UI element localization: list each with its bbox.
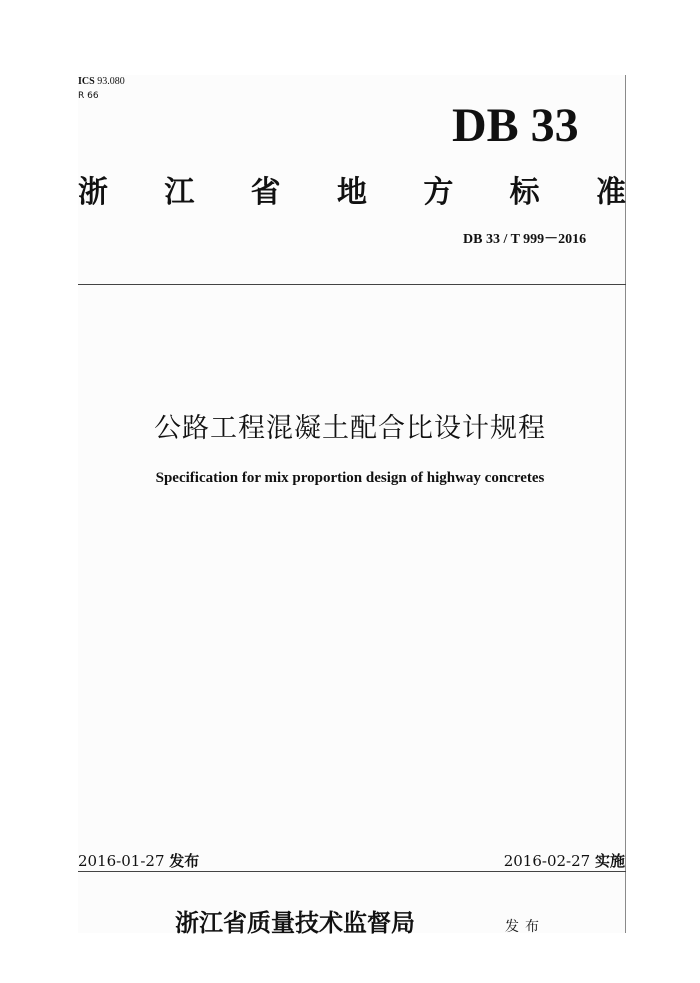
top-divider	[78, 284, 626, 285]
ics-line	[78, 74, 125, 89]
standard-type-char: 标	[509, 175, 540, 210]
implementation-date-suffix: 实施	[594, 852, 625, 870]
classification-code: R 66	[78, 91, 99, 101]
standard-type-char: 方	[423, 175, 454, 210]
standard-type-title	[78, 172, 626, 214]
issue-date-value: 2016-01-27	[78, 852, 165, 870]
standard-type-char: 省	[250, 175, 281, 210]
issuing-authority: 浙江省质量技术监督局	[175, 908, 415, 937]
issuing-label: 发布	[505, 919, 545, 935]
standard-type-char: 准	[595, 175, 626, 210]
standard-code: DB 33	[452, 99, 579, 152]
standard-type-char: 浙	[78, 175, 108, 210]
implementation-date	[504, 850, 625, 872]
standard-number: DB 33 / T 999－2016	[463, 232, 587, 247]
ics-label: ICS	[78, 76, 95, 87]
document-title-english: Specification for mix proportion design of highway concretes	[155, 470, 545, 486]
standard-type-char: 地	[336, 175, 367, 210]
standard-type-char: 江	[164, 175, 195, 210]
ics-code: 93.080	[97, 76, 125, 87]
bottom-divider	[78, 871, 626, 872]
issue-date	[78, 850, 199, 872]
implementation-date-value: 2016-02-27	[503, 852, 591, 870]
document-title-chinese: 公路工程混凝土配合比设计规程	[154, 413, 546, 444]
issue-date-suffix: 发布	[169, 852, 200, 870]
ics-classification-block	[78, 74, 125, 104]
